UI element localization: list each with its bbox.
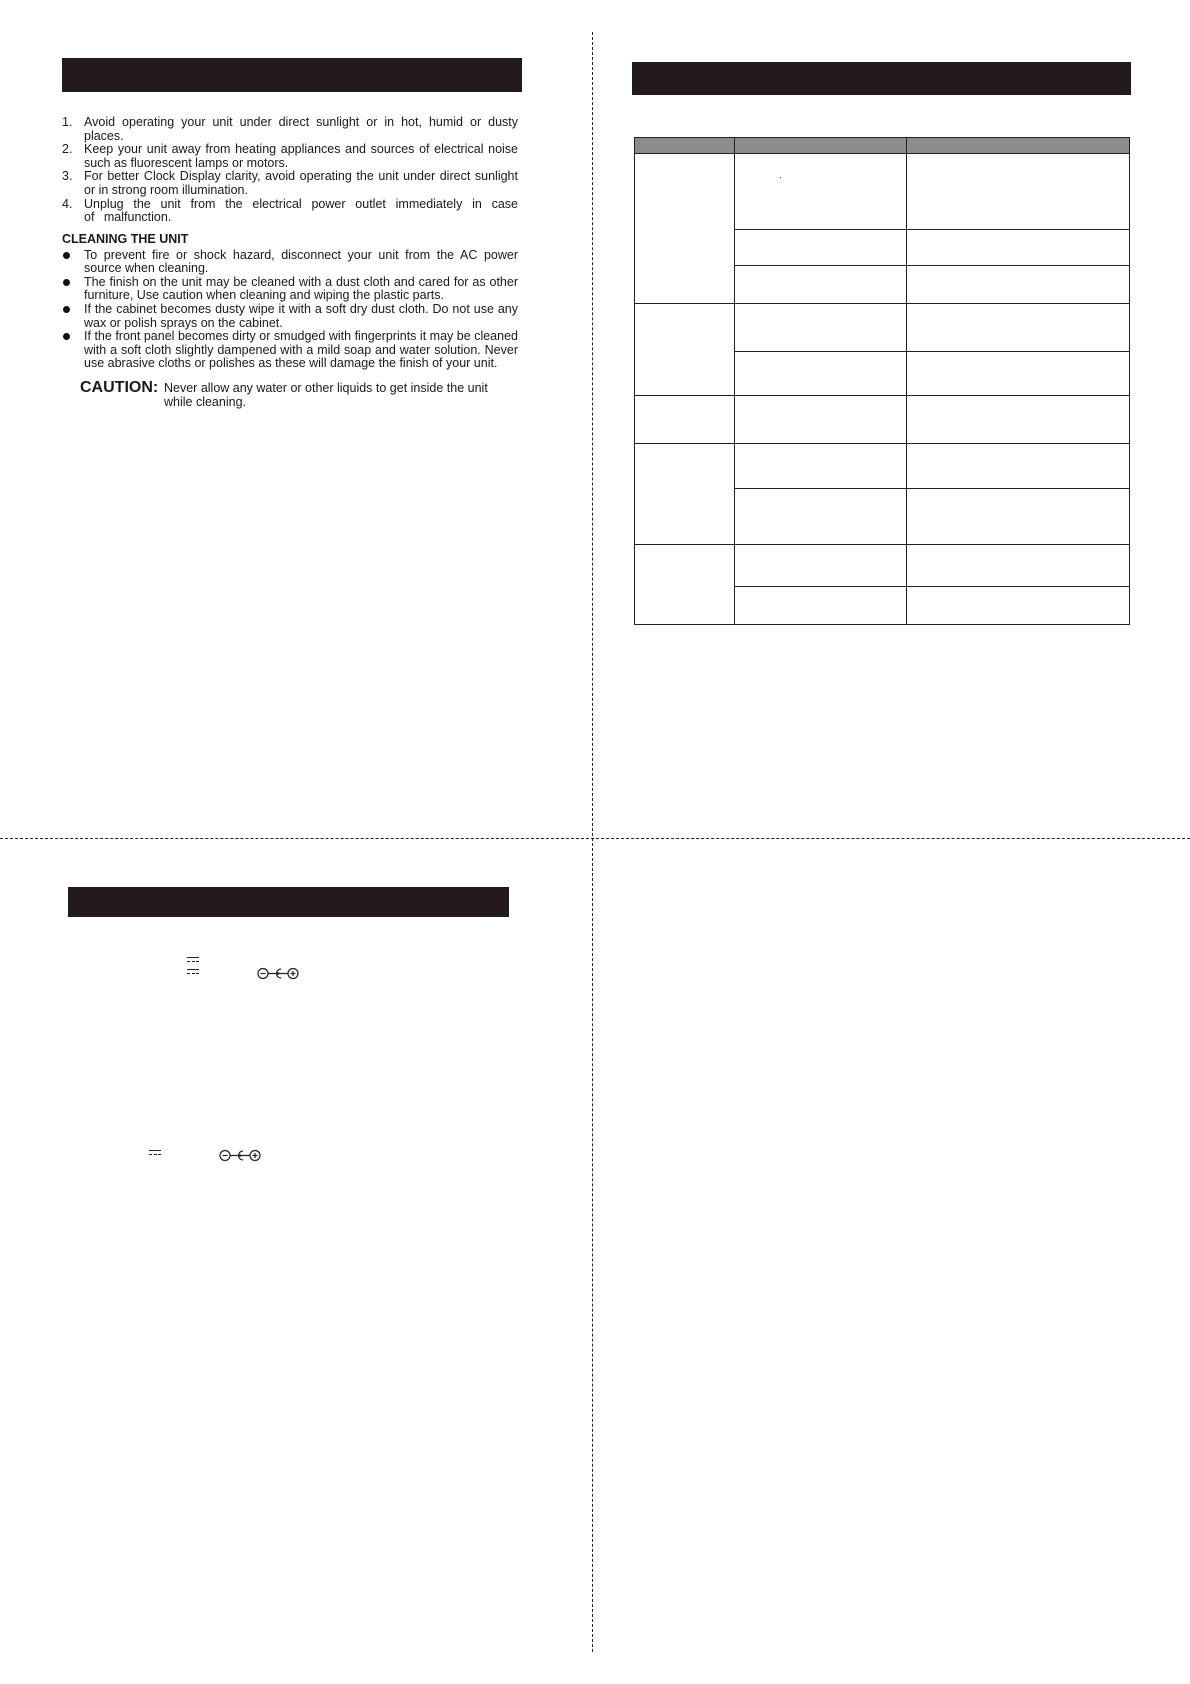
table-cell xyxy=(735,304,907,352)
table-cell xyxy=(907,587,1130,625)
cleaning-item xyxy=(62,303,518,330)
bullet-icon xyxy=(63,279,70,286)
table-cell xyxy=(735,396,907,444)
cleaning-text: The finish on the unit may be cleaned with a dust cloth and cared for as other furniture, Use caution when cleaning and wiping the plastic parts. xyxy=(84,274,518,303)
tip-number: 4. xyxy=(62,196,73,211)
horizontal-fold-line xyxy=(0,838,1190,839)
table-cell xyxy=(907,154,1130,230)
table-header-row xyxy=(635,138,1130,154)
dc-current-symbol-icon xyxy=(187,957,199,965)
bullet-icon xyxy=(63,252,70,259)
tip-item xyxy=(62,143,518,170)
table-cell xyxy=(907,545,1130,587)
tip-item xyxy=(62,198,518,225)
cleaning-item xyxy=(62,249,518,276)
header-cell xyxy=(907,138,1130,154)
table-cell xyxy=(635,545,735,625)
tip-text: For better Clock Display clarity, avoid operating the unit under direct sunlight or in strong room illumination. xyxy=(84,169,518,197)
tips-list xyxy=(62,116,518,225)
table-cell xyxy=(907,489,1130,545)
table-cell xyxy=(635,444,735,545)
tip-text: Unplug the unit from the electrical power outlet immediately in case of malfunction. xyxy=(84,196,518,225)
stray-mark xyxy=(780,177,781,178)
bullet-icon xyxy=(63,333,70,340)
table-row xyxy=(635,444,1130,489)
table-cell xyxy=(735,154,907,230)
troubleshooting-header-bar xyxy=(632,62,1131,95)
table-cell xyxy=(635,304,735,396)
caution-label: CAUTION: xyxy=(80,379,159,396)
cleaning-text: To prevent fire or shock hazard, disconnect your unit from the AC power source when cleaning. xyxy=(84,247,518,276)
tip-text: Avoid operating your unit under direct sunlight or in hot, humid or dusty places. xyxy=(84,115,518,143)
table-cell xyxy=(735,545,907,587)
vertical-fold-line xyxy=(592,32,593,1652)
table-cell xyxy=(907,352,1130,396)
cleaning-item xyxy=(62,330,518,371)
maintenance-header-bar xyxy=(62,58,522,92)
polarity-symbol-icon xyxy=(219,1149,261,1162)
table-cell xyxy=(907,396,1130,444)
table-cell xyxy=(735,230,907,266)
dc-current-symbol-icon xyxy=(187,969,199,977)
table-cell xyxy=(907,444,1130,489)
tip-item xyxy=(62,116,518,143)
caution-text: Never allow any water or other liquids to get inside the unit while cleaning. xyxy=(164,381,488,409)
table-cell xyxy=(635,396,735,444)
tip-text: Keep your unit away from heating appliances and sources of electrical noise such as fluorescent lamps or motors. xyxy=(84,142,518,170)
header-cell xyxy=(735,138,907,154)
cleaning-text: If the cabinet becomes dusty wipe it with a soft dry dust cloth. Do not use any wax or polish sprays on the cabinet. xyxy=(84,301,518,330)
header-cell xyxy=(635,138,735,154)
table-row xyxy=(635,154,1130,230)
cleaning-section xyxy=(62,233,518,371)
table-row xyxy=(635,304,1130,352)
table-cell xyxy=(635,154,735,304)
dc-current-symbol-icon xyxy=(149,1150,161,1158)
table-cell xyxy=(907,266,1130,304)
table-row xyxy=(635,545,1130,587)
tip-number: 2. xyxy=(62,142,73,157)
table-cell xyxy=(735,266,907,304)
table-row xyxy=(635,396,1130,444)
bullet-icon xyxy=(63,306,70,313)
cleaning-heading: CLEANING THE UNIT xyxy=(62,232,189,246)
table-cell xyxy=(735,352,907,396)
cleaning-list xyxy=(62,249,518,371)
table-cell xyxy=(735,489,907,545)
tip-number: 1. xyxy=(62,115,73,129)
specifications-header-bar xyxy=(68,887,509,917)
cleaning-item xyxy=(62,276,518,303)
cleaning-text: If the front panel becomes dirty or smudged with fingerprints it may be cleaned with a soft cloth slightly dampened with a mild soap and water solution. Never use abrasive cloths or polishes as these will damage the finish of your unit. xyxy=(84,329,518,371)
tip-number: 3. xyxy=(62,169,73,184)
polarity-symbol-icon xyxy=(257,967,299,980)
table-cell xyxy=(907,230,1130,266)
table-cell xyxy=(735,444,907,489)
troubleshooting-table xyxy=(634,137,1130,625)
tip-item xyxy=(62,170,518,197)
general-tips xyxy=(62,116,518,225)
table-cell xyxy=(907,304,1130,352)
table-cell xyxy=(735,587,907,625)
